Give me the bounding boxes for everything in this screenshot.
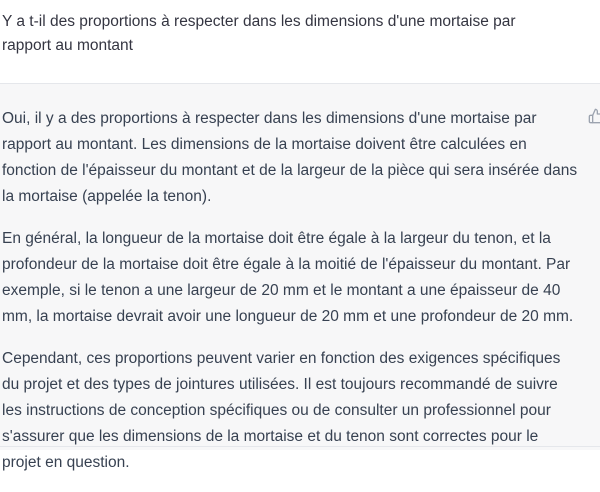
assistant-message bbox=[0, 84, 600, 471]
user-message bbox=[0, 0, 600, 84]
bottom-divider bbox=[0, 446, 600, 447]
user-message-text: Y a t-il des proportions à respecter dans les dimensions d'une mortaise par rapport au montant bbox=[2, 13, 516, 54]
assistant-paragraph-3: Cependant, ces proportions peuvent varier en fonction des exigences spécifiques du projet et des types de jointures utilisées. Il est toujours recommandé de suivre les instructions de conception spécifiques ou de consulter un professionnel pour s'assurer que les dimensions de la mortaise et du tenon sont correctes pour le projet en question. bbox=[2, 350, 561, 471]
assistant-paragraph-2: En général, la longueur de la mortaise doit être égale à la largeur du tenon, et la profondeur de la mortaise doit être égale à la moitié de l'épaisseur du montant. Par exemple, si le tenon a une largeur de 20 mm et le montant a une épaisseur de 40 mm, la mortaise devrait avoir une longueur de 20 mm et une profondeur de 20 mm. bbox=[2, 230, 574, 325]
thumbs-up-icon[interactable] bbox=[588, 108, 600, 124]
assistant-paragraph-1: Oui, il y a des proportions à respecter dans les dimensions d'une mortaise par rapport au montant. Les dimensions de la mortaise doivent être calculées en fonction de l'épaisseur du montant et de la largeur de la pièce qui sera insérée dans la mortaise (appelée la tenon). bbox=[2, 110, 578, 205]
assistant-message-text bbox=[2, 106, 580, 492]
